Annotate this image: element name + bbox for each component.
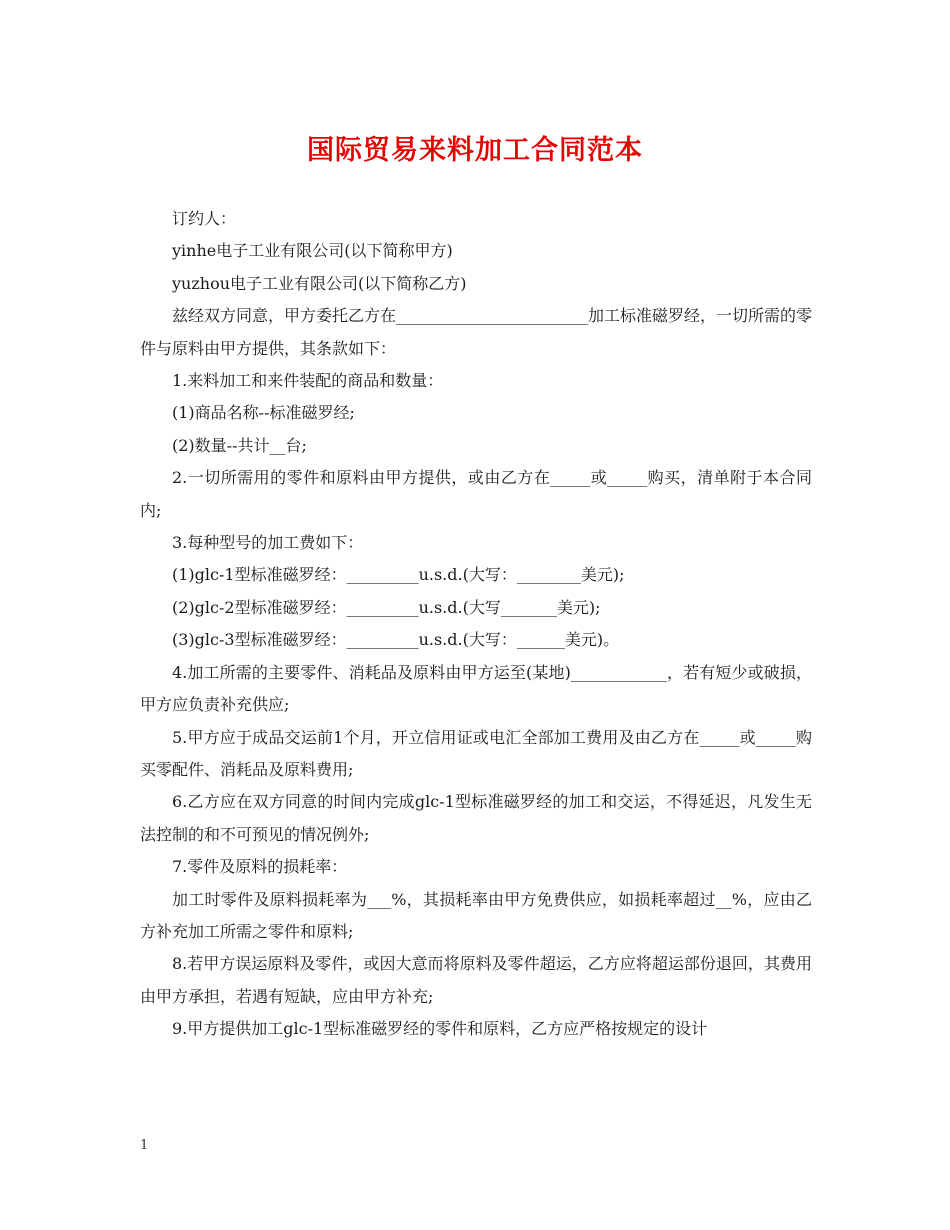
paragraph-clause-1-item-2: (2)数量--共计__台; bbox=[172, 435, 307, 455]
paragraph-clause-3-item-2: (2)glc-2型标准磁罗经：_________u.s.d.(大写_______美元); bbox=[172, 597, 601, 617]
paragraph-clause-7-detail: 加工时零件及原料损耗率为___%，其损耗率由甲方免费供应，如损耗率超过__%，应由乙方补充加工所需之零件和原料; bbox=[140, 889, 812, 941]
paragraph-clause-6: 6.乙方应在双方同意的时间内完成glc-1型标准磁罗经的加工和交运，不得延迟，凡发生无法控制的和不可预见的情况例外; bbox=[140, 792, 812, 844]
document-body bbox=[140, 203, 812, 1046]
paragraph-clause-1-item-1: (1)商品名称--标准磁罗经; bbox=[172, 403, 355, 423]
paragraph-clause-4: 4.加工所需的主要零件、消耗品及原料由甲方运至(某地)____________，若有短少或破损，甲方应负责补充供应; bbox=[140, 662, 812, 715]
paragraph-preamble: 兹经双方同意，甲方委托乙方在________________________加工标准磁罗经，一切所需的零件与原料由甲方提供，其条款如下： bbox=[140, 306, 813, 358]
paragraph-clause-7: 7.零件及原料的损耗率： bbox=[172, 857, 348, 877]
paragraph-clause-3-item-1: (1)glc-1型标准磁罗经：_________u.s.d.(大写：________美元); bbox=[172, 565, 625, 585]
paragraph-clause-5: 5.甲方应于成品交运前1个月，开立信用证或电汇全部加工费用及由乙方在_____或_____购买零配件、消耗品及原料费用; bbox=[140, 727, 812, 779]
paragraph-parties-heading: 订约人： bbox=[172, 209, 237, 228]
paragraph-clause-3: 3.每种型号的加工费如下： bbox=[172, 533, 364, 553]
paragraph-clause-2: 2.一切所需用的零件和原料由甲方提供，或由乙方在_____或_____购买，清单附于本合同内; bbox=[140, 468, 812, 520]
paragraph-party-b: yuzhou电子工业有限公司(以下简称乙方) bbox=[172, 273, 467, 293]
paragraph-clause-3-item-3: (3)glc-3型标准磁罗经：_________u.s.d.(大写：______美元)。 bbox=[172, 630, 620, 650]
document-title: 国际贸易来料加工合同范本 bbox=[307, 135, 643, 166]
page-number: 1 bbox=[140, 1138, 149, 1153]
paragraph-clause-9: 9.甲方提供加工glc-1型标准磁罗经的零件和原料，乙方应严格按规定的设计 bbox=[172, 1019, 708, 1039]
paragraph-party-a: yinhe电子工业有限公司(以下简称甲方) bbox=[172, 241, 453, 261]
paragraph-clause-8: 8.若甲方误运原料及零件，或因大意而将原料及零件超运，乙方应将超运部份退回，其费用由甲方承担，若遇有短缺，应由甲方补充; bbox=[140, 954, 812, 1006]
paragraph-clause-1: 1.来料加工和来件装配的商品和数量： bbox=[172, 371, 444, 391]
